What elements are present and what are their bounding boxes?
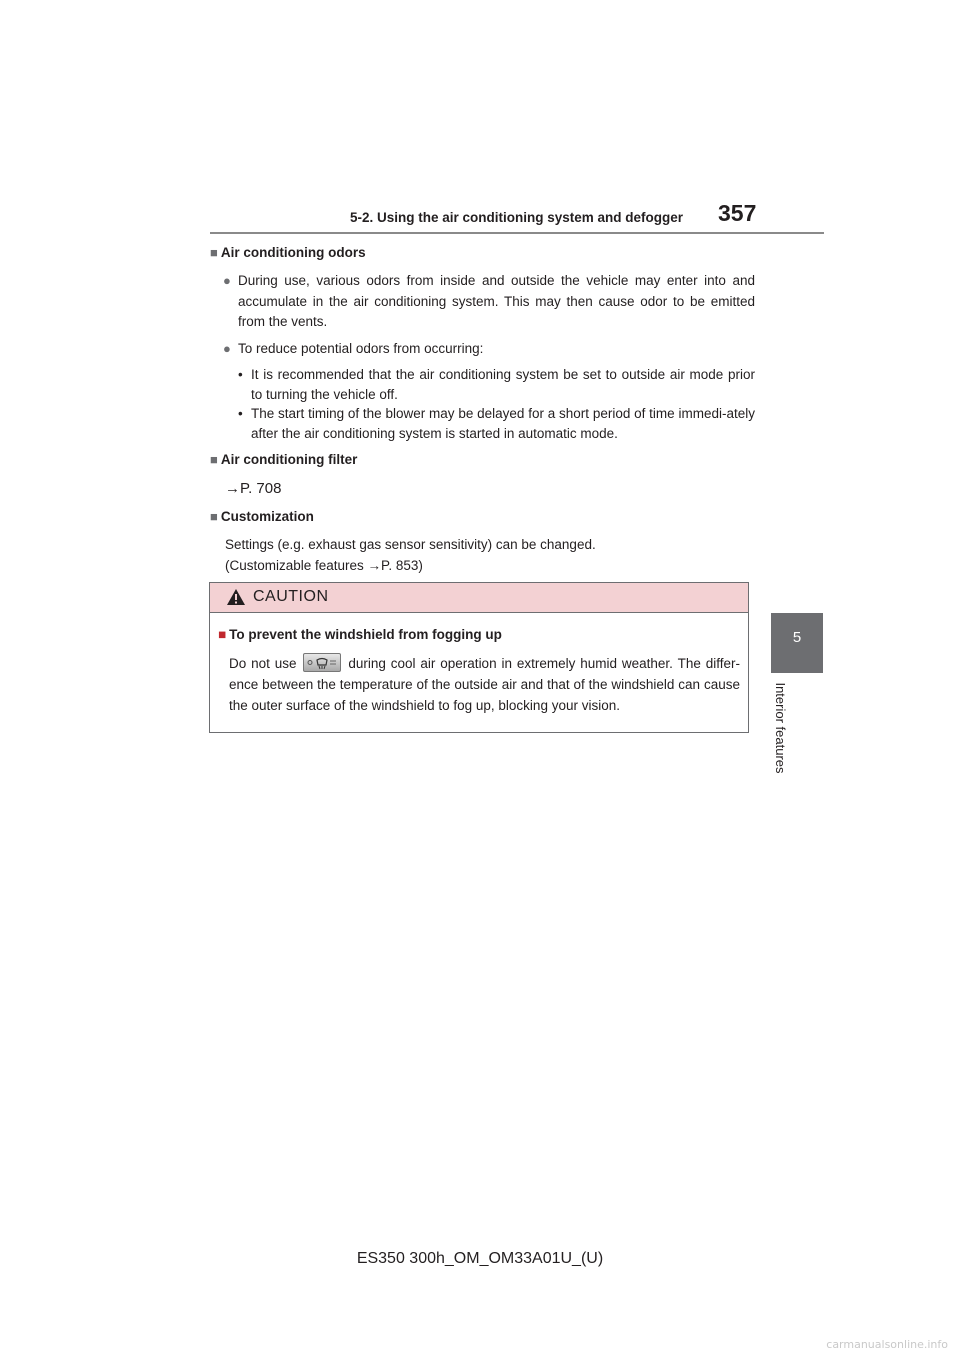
round-bullet-icon: ● bbox=[223, 273, 231, 288]
section-air-conditioning-odors bbox=[210, 244, 755, 443]
section-customization bbox=[210, 508, 755, 576]
square-bullet-icon: ■ bbox=[210, 452, 218, 467]
caution-text: Do not use during cool air operation in extremely humid weather. The differ-ence between the temperature of the outside air and that of the windshield can cause the outer surface of the windshield to fog up, blocking your vision. bbox=[229, 653, 740, 716]
sub-bullet-item: • The start timing of the blower may be delayed for a short period of time immedi-ately after the air conditioning system is started in automatic mode. bbox=[238, 406, 755, 441]
dot-bullet-icon: • bbox=[238, 367, 243, 382]
section-heading: ■ Customization bbox=[210, 509, 314, 524]
caution-header bbox=[210, 583, 748, 613]
chapter-label: Interior features bbox=[773, 682, 788, 774]
round-bullet-icon: ● bbox=[223, 340, 231, 356]
chapter-number: 5 bbox=[792, 629, 802, 646]
sub-bullet-item: • It is recommended that the air conditioning system be set to outside air mode prior to turning the vehicle off. bbox=[238, 367, 755, 402]
customization-reference: (Customizable features →P. 853) bbox=[225, 557, 423, 573]
customization-text: Settings (e.g. exhaust gas sensor sensitivity) can be changed. bbox=[225, 537, 596, 552]
page-content bbox=[210, 244, 755, 584]
warning-triangle-icon bbox=[226, 588, 246, 611]
section-heading: ■ Air conditioning filter bbox=[210, 452, 358, 467]
running-header-title: 5-2. Using the air conditioning system and defogger bbox=[350, 210, 684, 225]
header-divider bbox=[210, 232, 824, 234]
bullet-item: ● During use, various odors from inside and outside the vehicle may enter into and accumulate in the air conditioning system. This may then cause odor to be emitted from the vents. bbox=[223, 273, 755, 329]
square-bullet-icon: ■ bbox=[210, 245, 218, 260]
bullet-item: ● To reduce potential odors from occurring: bbox=[210, 339, 755, 360]
caution-heading: ■ To prevent the windshield from fogging up bbox=[218, 627, 502, 642]
windshield-defogger-icon bbox=[303, 653, 341, 672]
document-code: ES350 300h_OM_OM33A01U_(U) bbox=[356, 1250, 604, 1267]
caution-box bbox=[209, 582, 749, 733]
watermark: carmanualsonline.info bbox=[826, 1338, 948, 1351]
page-reference: →P. 708 bbox=[225, 480, 282, 497]
square-bullet-icon: ■ bbox=[218, 627, 227, 642]
page-number: 357 bbox=[718, 200, 757, 226]
dot-bullet-icon: • bbox=[238, 406, 243, 421]
square-bullet-icon: ■ bbox=[210, 509, 218, 524]
section-air-conditioning-filter bbox=[210, 451, 755, 500]
caution-label: CAUTION bbox=[253, 588, 329, 605]
section-heading: ■ Air conditioning odors bbox=[210, 245, 366, 260]
